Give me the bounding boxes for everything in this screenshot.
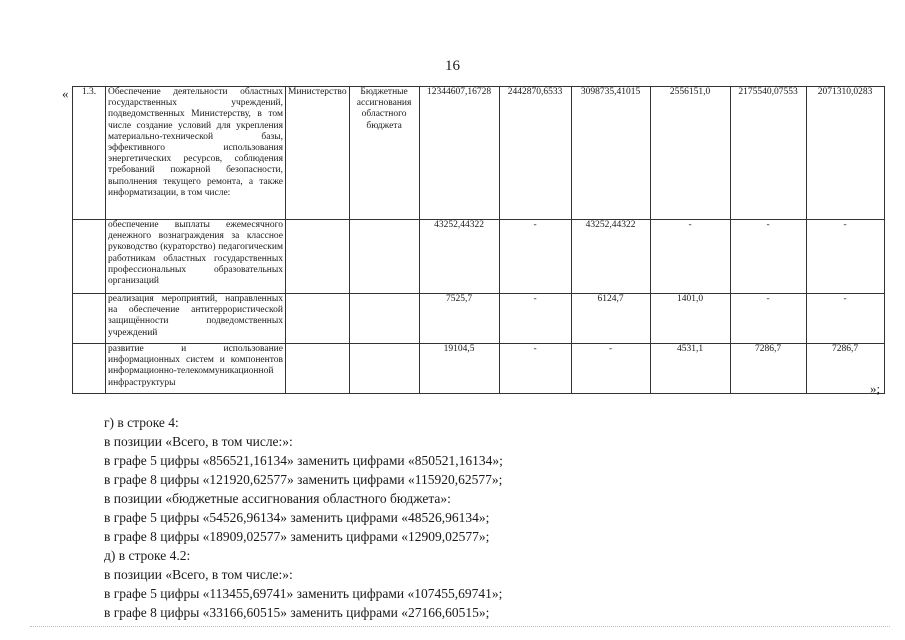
funding-source-cell <box>349 344 419 394</box>
instruction-line: д) в строке 4.2: <box>104 548 191 563</box>
value-cell: 1401,0 <box>650 294 730 344</box>
value-cell: - <box>650 220 730 294</box>
scan-artifact-dotted-line <box>30 626 890 631</box>
value-cell: 7286,7 <box>806 344 884 394</box>
value-cell: - <box>730 294 806 344</box>
value-cell: - <box>499 344 571 394</box>
row-number <box>73 344 106 394</box>
value-cell: 2071310,0283 <box>806 87 884 220</box>
activity-description: реализация мероприятий, направленных на обеспечение антитеррористической защищённости подведомственных учреждений <box>106 294 286 344</box>
executor-cell: Министерство <box>286 87 350 220</box>
value-cell: 7286,7 <box>730 344 806 394</box>
value-cell: - <box>806 294 884 344</box>
page-number: 16 <box>445 58 460 74</box>
value-cell: - <box>730 220 806 294</box>
value-cell: - <box>499 220 571 294</box>
value-cell: - <box>499 294 571 344</box>
instruction-line: г) в строке 4: <box>104 415 179 430</box>
instruction-line: в графе 8 цифры «121920,62577» заменить цифрами «115920,62577»; <box>104 472 503 487</box>
row-number <box>73 220 106 294</box>
instruction-line: в позиции «бюджетные ассигнования областного бюджета»: <box>104 491 451 506</box>
executor-cell <box>286 344 350 394</box>
instruction-line: в графе 8 цифры «33166,60515» заменить цифрами «27166,60515»; <box>104 605 490 620</box>
row-number: 1.3. <box>73 87 106 220</box>
activity-description: развитие и использование информационных систем и компонентов информационно-телекоммуникационной инфраструктуры <box>106 344 286 394</box>
table-row <box>73 87 885 220</box>
program-table <box>72 86 885 394</box>
instruction-line: в графе 5 цифры «856521,16134» заменить цифрами «850521,16134»; <box>104 453 503 468</box>
value-cell: 6124,7 <box>571 294 650 344</box>
value-cell: 12344607,16728 <box>419 87 499 220</box>
value-cell: 7525,7 <box>419 294 499 344</box>
value-cell: 43252,44322 <box>571 220 650 294</box>
value-cell: 3098735,41015 <box>571 87 650 220</box>
value-cell: 43252,44322 <box>419 220 499 294</box>
value-cell: 2175540,07553 <box>730 87 806 220</box>
instruction-line: в графе 8 цифры «18909,02577» заменить цифрами «12909,02577»; <box>104 529 490 544</box>
funding-source-cell: Бюджетные ассигнования областного бюджета <box>349 87 419 220</box>
table-row <box>73 344 885 394</box>
executor-cell <box>286 294 350 344</box>
table-row <box>73 220 885 294</box>
value-cell: 2556151,0 <box>650 87 730 220</box>
open-quote: « <box>62 86 69 101</box>
amendment-instructions <box>104 413 503 622</box>
value-cell: 2442870,6533 <box>499 87 571 220</box>
instruction-line: в позиции «Всего, в том числе:»: <box>104 434 293 449</box>
activity-description: Обеспечение деятельности областных государственных учреждений, подведомственных Министерству, в том числе создание условий для укрепления материально-технической базы, эффективного использования энергетических ресурсов, соблюдения требований пожарной безопасности, выполнения текущего ремонта, а также информатизации, в том числе: <box>106 87 286 220</box>
close-quote: »; <box>870 381 881 396</box>
instruction-line: в графе 5 цифры «113455,69741» заменить цифрами «107455,69741»; <box>104 586 503 601</box>
value-cell: - <box>806 220 884 294</box>
value-cell: - <box>571 344 650 394</box>
table-row <box>73 294 885 344</box>
executor-cell <box>286 220 350 294</box>
row-number <box>73 294 106 344</box>
instruction-line: в графе 5 цифры «54526,96134» заменить цифрами «48526,96134»; <box>104 510 490 525</box>
funding-source-cell <box>349 294 419 344</box>
value-cell: 19104,5 <box>419 344 499 394</box>
instruction-line: в позиции «Всего, в том числе:»: <box>104 567 293 582</box>
value-cell: 4531,1 <box>650 344 730 394</box>
activity-description: обеспечение выплаты ежемесячного денежного вознаграждения за классное руководство (кураторство) педагогическим работникам областных государственных профессиональных образовательных организаций <box>106 220 286 294</box>
funding-source-cell <box>349 220 419 294</box>
